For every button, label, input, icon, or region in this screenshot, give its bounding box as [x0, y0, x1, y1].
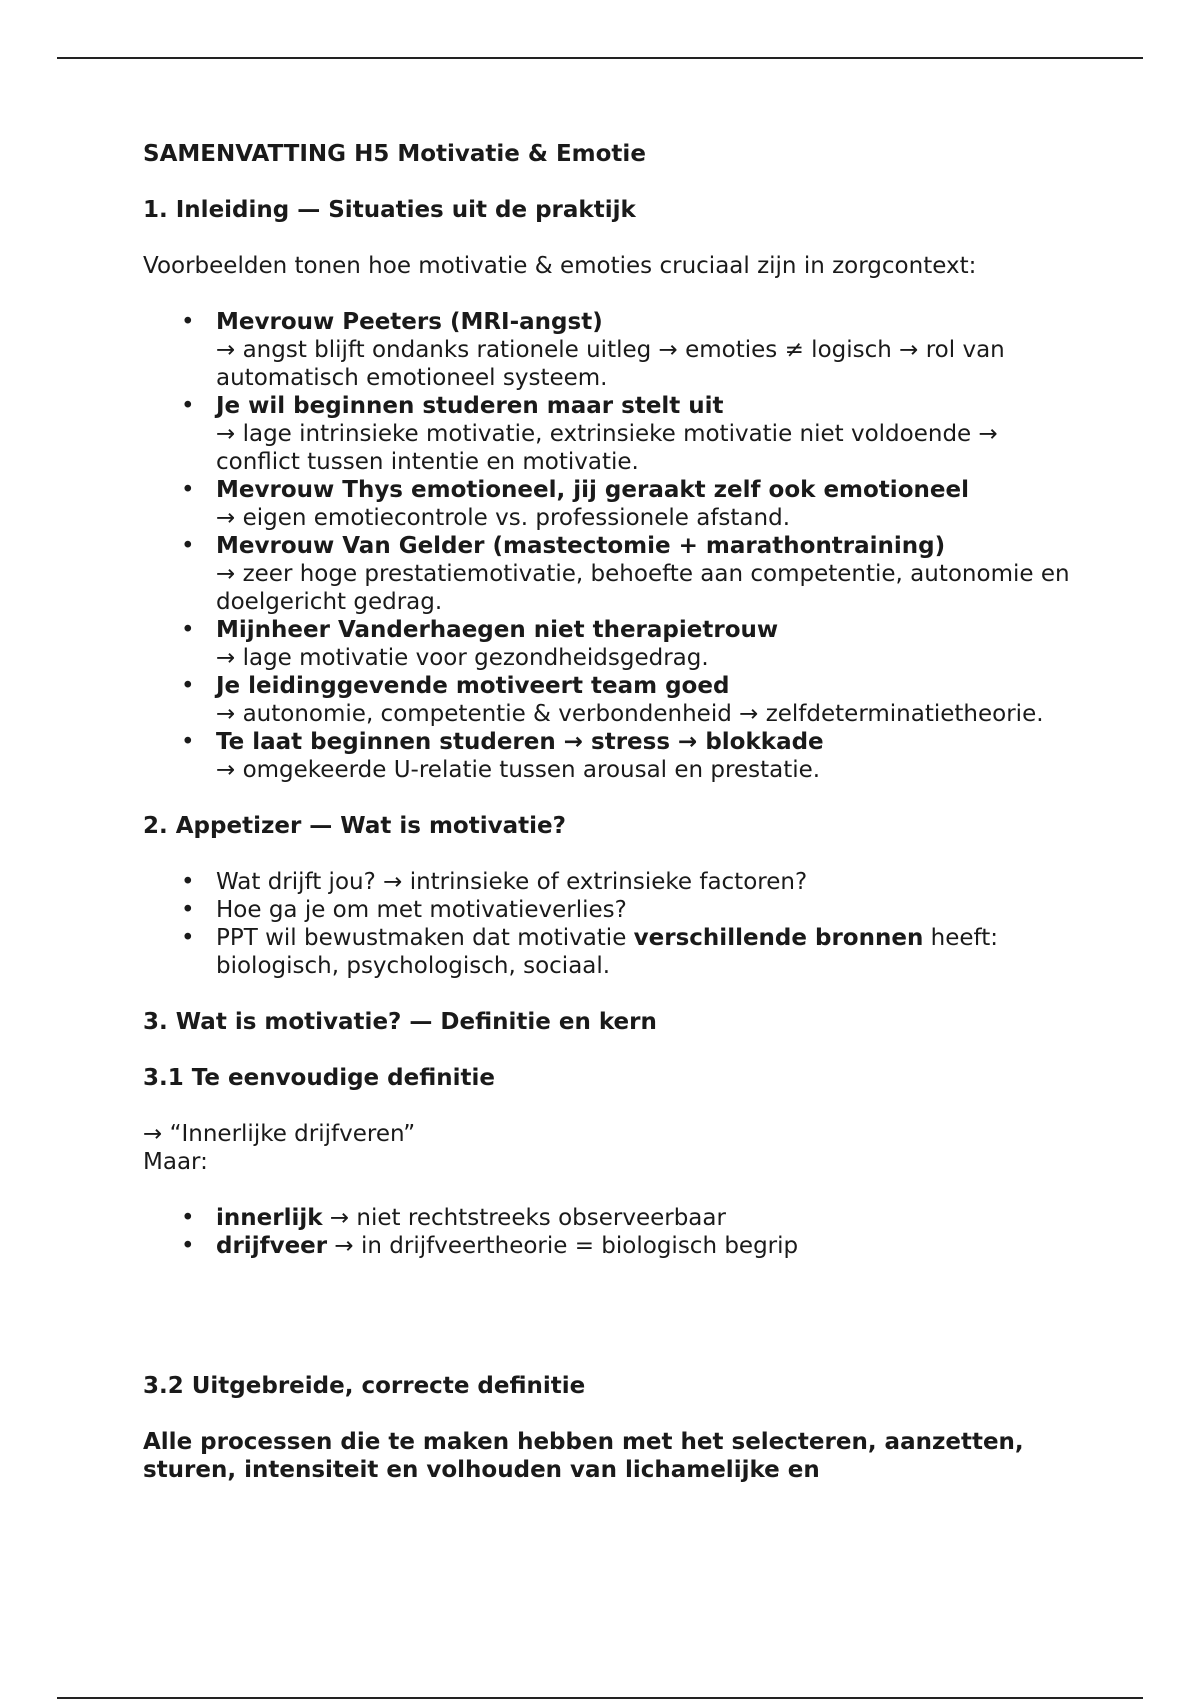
- section-1-heading: 1. Inleiding — Situaties uit de praktijk: [143, 197, 636, 223]
- list-item-text-rest: → niet rechtstreeks observeerbaar: [322, 1205, 726, 1231]
- section-3-1-line1: → “Innerlijke drijfveren”: [143, 1121, 416, 1147]
- list-item: [143, 1232, 1083, 1260]
- list-item-title: Mevrouw Van Gelder (mastectomie + marathontraining): [216, 533, 946, 559]
- section-2-heading: 2. Appetizer — Wat is motivatie?: [143, 813, 566, 839]
- section-3-2-definition: Alle processen die te maken hebben met het selecteren, aanzetten, sturen, intensiteit en volhouden van lichamelijke en: [143, 1429, 1024, 1483]
- document-body: [143, 140, 1083, 1484]
- list-item-text-pre: PPT wil bewustmaken dat motivatie: [216, 925, 634, 951]
- list-item-title: Je leidinggevende motiveert team goed: [216, 673, 730, 699]
- section-1-list: [143, 308, 1083, 784]
- list-item: [143, 672, 1083, 728]
- list-item-title: Mevrouw Thys emotioneel, jij geraakt zelf ook emotioneel: [216, 477, 969, 503]
- section-3-2-heading: 3.2 Uitgebreide, correcte definitie: [143, 1373, 586, 1399]
- list-item-title: Mijnheer Vanderhaegen niet therapietrouw: [216, 617, 779, 643]
- list-item: [143, 924, 1083, 980]
- list-item: [143, 308, 1083, 392]
- section-3-heading: 3. Wat is motivatie? — Definitie en kern: [143, 1009, 657, 1035]
- list-item-text: Wat drijft jou? → intrinsieke of extrinsieke factoren?: [216, 869, 808, 895]
- list-item: [143, 616, 1083, 672]
- section-3-1-line2: Maar:: [143, 1149, 208, 1175]
- top-rule: [57, 57, 1143, 59]
- list-item-title: Je wil beginnen studeren maar stelt uit: [216, 393, 724, 419]
- list-item-detail: → zeer hoge prestatiemotivatie, behoefte aan competentie, autonomie en doelgericht gedrag.: [216, 561, 1070, 615]
- list-item-detail: → autonomie, competentie & verbondenheid → zelfdeterminatietheorie.: [216, 701, 1044, 727]
- section-3-1-heading: 3.1 Te eenvoudige definitie: [143, 1065, 495, 1091]
- list-item: [143, 392, 1083, 476]
- list-item: [143, 476, 1083, 532]
- list-item-text-bold: drijfveer: [216, 1233, 328, 1259]
- list-item-detail: → lage motivatie voor gezondheidsgedrag.: [216, 645, 709, 671]
- list-item-title: Mevrouw Peeters (MRI-angst): [216, 309, 603, 335]
- list-item: [143, 1204, 1083, 1232]
- list-item-text: Hoe ga je om met motivatieverlies?: [216, 897, 627, 923]
- list-item-title: Te laat beginnen studeren → stress → blokkade: [216, 729, 824, 755]
- list-item: [143, 896, 1083, 924]
- list-item-detail: → lage intrinsieke motivatie, extrinsieke motivatie niet voldoende → conflict tussen intentie en motivatie.: [216, 421, 998, 475]
- list-item: [143, 532, 1083, 616]
- section-1-intro: Voorbeelden tonen hoe motivatie & emoties cruciaal zijn in zorgcontext:: [143, 253, 977, 279]
- document-title: SAMENVATTING H5 Motivatie & Emotie: [143, 141, 646, 167]
- list-item-detail: → omgekeerde U-relatie tussen arousal en prestatie.: [216, 757, 821, 783]
- list-item-detail: → eigen emotiecontrole vs. professionele afstand.: [216, 505, 791, 531]
- bottom-rule: [57, 1697, 1143, 1699]
- list-item-detail: → angst blijft ondanks rationele uitleg → emoties ≠ logisch → rol van automatisch emotioneel systeem.: [216, 337, 1005, 391]
- list-item-text-rest: → in drijfveertheorie = biologisch begrip: [327, 1233, 799, 1259]
- list-item-text-bold: innerlijk: [216, 1205, 323, 1231]
- section-3-1-list: [143, 1204, 1083, 1260]
- list-item-text-bold: verschillende bronnen: [633, 925, 924, 951]
- list-item: [143, 868, 1083, 896]
- list-item-text-post: heeft: biologisch, psychologisch, sociaal.: [216, 925, 998, 979]
- section-2-list: [143, 868, 1083, 980]
- list-item: [143, 728, 1083, 784]
